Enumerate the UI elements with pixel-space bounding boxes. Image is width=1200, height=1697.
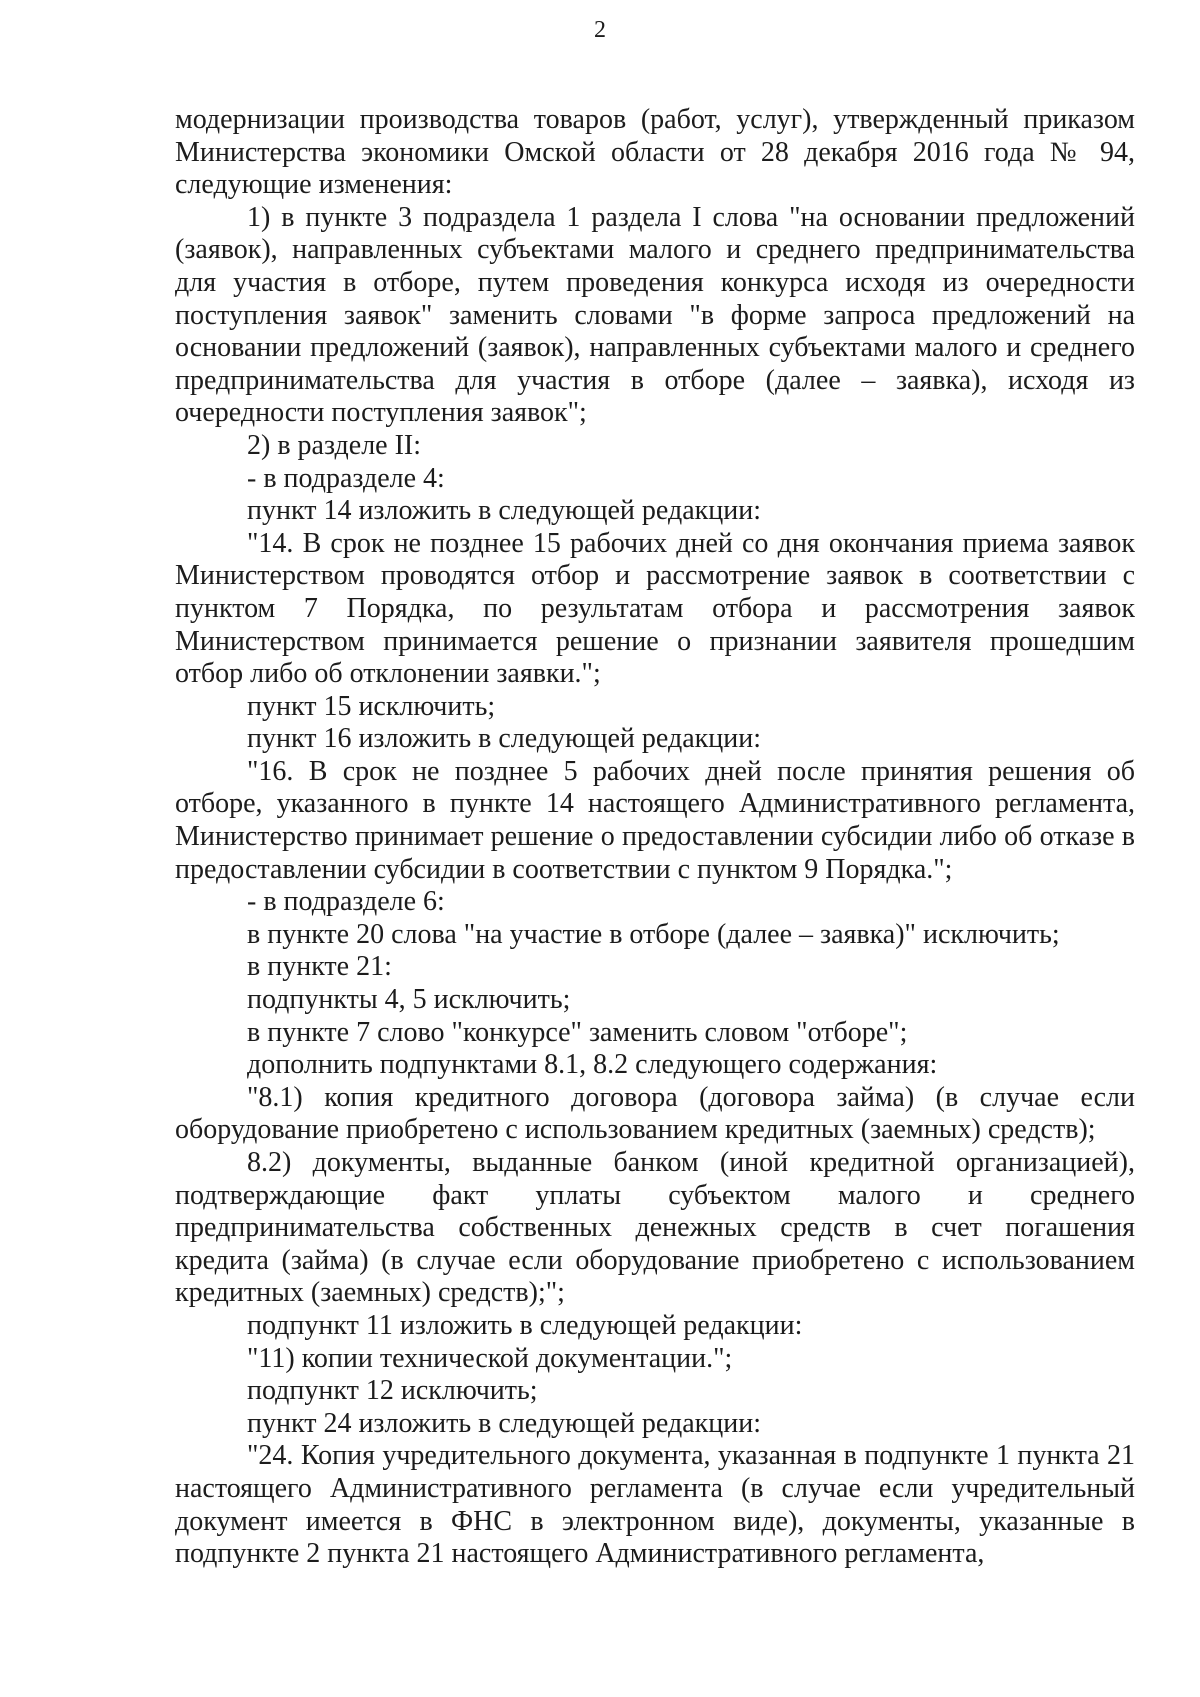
paragraph-point-16-text: "16. В срок не позднее 5 рабочих дней после принятия решения об отборе, указанного в пункте 14 настоящего Административного регламента, Министерство принимает решение о предоставлении субсидии либо об отказе в предоставлении субсидии в соответствии с пунктом 9 Порядка."; xyxy=(175,755,1135,885)
paragraph-item-2: 2) в разделе II: xyxy=(247,429,422,461)
paragraph-subpoint-8-1: "8.1) копия кредитного договора (договора займа) (в случае если оборудование приобретено с использованием кредитных (заемных) средств); xyxy=(175,1081,1135,1146)
page-number: 2 xyxy=(594,17,606,43)
paragraph-point-7: в пункте 7 слово "конкурсе" заменить словом "отборе"; xyxy=(247,1016,908,1048)
paragraph-subpoint-8-2: 8.2) документы, выданные банком (иной кредитной организацией), подтверждающие факт уплаты субъектом малого и среднего предпринимательства собственных денежных средств в счет погашения кредита (займа) (в случае если оборудование приобретено с использованием кредитных (заемных) средств);"; xyxy=(175,1147,1135,1309)
paragraph-intro-continuation: модернизации производства товаров (работ, услуг), утвержденный приказом Министерства экономики Омской области от 28 декабря 2016 года № 94, следующие изменения: xyxy=(175,104,1135,201)
paragraph-point-14-intro: пункт 14 изложить в следующей редакции: xyxy=(247,495,761,527)
paragraph-subpoint-11-text: "11) копии технической документации."; xyxy=(247,1342,733,1374)
paragraph-subpoint-11-intro: подпункт 11 изложить в следующей редакции: xyxy=(247,1309,803,1341)
paragraph-subpoints-4-5: подпункты 4, 5 исключить; xyxy=(247,984,571,1016)
paragraph-point-20: в пункте 20 слова "на участие в отборе (далее – заявка)" исключить; xyxy=(247,918,1060,950)
paragraph-point-16-intro: пункт 16 изложить в следующей редакции: xyxy=(247,723,761,755)
paragraph-point-24-intro: пункт 24 изложить в следующей редакции: xyxy=(247,1407,761,1439)
paragraph-subpoint-12: подпункт 12 исключить; xyxy=(247,1375,538,1407)
paragraph-point-21: в пункте 21: xyxy=(247,951,392,983)
paragraph-add-subpoints: дополнить подпунктами 8.1, 8.2 следующего содержания: xyxy=(247,1049,938,1081)
paragraph-subsection-6: - в подразделе 6: xyxy=(247,886,445,918)
paragraph-point-14-text: "14. В срок не позднее 15 рабочих дней со дня окончания приема заявок Министерством проводятся отбор и рассмотрение заявок в соответствии с пунктом 7 Порядка, по результатам отбора и рассмотрения заявок Министерством принимается решение о признании заявителя прошедшим отбор либо об отклонении заявки."; xyxy=(175,527,1135,690)
paragraph-item-1: 1) в пункте 3 подраздела 1 раздела I слова "на основании предложений (заявок), направленных субъектами малого и среднего предпринимательства для участия в отборе, путем проведения конкурса исходя из очередности поступления заявок" заменить словами "в форме запроса предложений на основании предложений (заявок), направленных субъектами малого и среднего предпринимательства для участия в отборе (далее – заявка), исходя из очередности поступления заявок"; xyxy=(175,201,1135,429)
paragraph-point-24-text: "24. Копия учредительного документа, указанная в подпункте 1 пункта 21 настоящего Административного регламента (в случае если учредительный документ имеется в ФНС в электронном виде), документы, указанные в подпункте 2 пункта 21 настоящего Административного регламента, xyxy=(175,1440,1135,1570)
document-body xyxy=(175,104,1135,1571)
paragraph-point-15: пункт 15 исключить; xyxy=(247,690,496,722)
paragraph-subsection-4: - в подразделе 4: xyxy=(247,462,445,494)
